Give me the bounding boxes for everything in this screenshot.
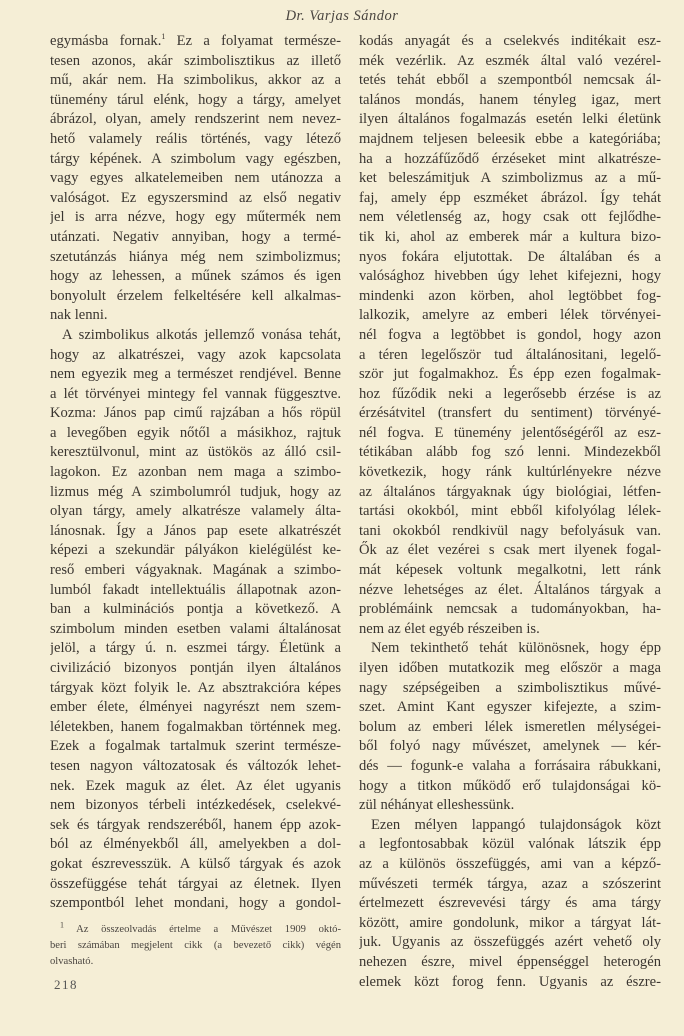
text-line: valósághoz hivebben úgy lehet kifejezni, hogy [359,268,661,285]
text-line: mindenki azon körben, ahol legtöbbet fog- [359,287,661,304]
text-line: tétikában alább fog szó lenni. Mindezekből [359,444,661,461]
text-line: tik ki, ahol az emberek már a kultura bizo- [359,228,661,245]
text-line: faj, amely épp eszméket ábrázol. Így tehát [359,189,661,206]
text-line: képezi a szekundär pályákon kielégülést ke- [50,542,341,559]
text-line: hoz fűződik neki a legerősebb érzése is az [359,385,661,402]
text-line: következik, hogy ránk kultúrlényekre nézve [359,464,661,481]
text-line: szimbolum minden esetben valami általánosat [50,620,341,637]
text-line: ábrázol, olyan, amely rendszerint nem nevez- [50,111,341,128]
text-line: ember élete, élményei nagyrészt nem szem- [50,699,341,716]
text-line: problémáink nemcsak a tudományokban, ha- [359,601,661,618]
text-line: mű, akár nem. Ha szimbolikus, akkor az a [50,72,341,89]
text-line: tesen azonos, akár szimbolisztikus az illető [50,52,341,69]
footnote [50,922,341,970]
text-line: nagy szépségeiben a szimbolisztikus művé- [359,679,661,696]
text-line: elemek közt forog fenn. Ugyanis az észre- [359,973,661,990]
text-line: nél fogva a legtöbbet is gondol, hogy azon [359,326,661,343]
text-line: kodás anyagát és a cselekvés inditékait esz- [359,33,661,49]
text-line: tárgyak közt folyik le. Az absztrakcióra képes [50,679,341,696]
text-line: nyos fokára eljutottak. De általában és a [359,248,661,265]
text-line: mát képesek voltunk megalkotni, lett ránk [359,562,661,579]
text-line: lalkozik, amelyre az emberi lélek törvényei- [359,307,661,324]
text-line: az a különös összefüggés, ami van a képző- [359,855,661,872]
right-text-column [359,32,661,992]
text-line: majdnem teljesen beleesik ebbe a kategóriába; [359,130,661,147]
text-line: művészeti termék tárgya, azaz a szószerint [359,875,661,892]
text-line: beri számában megjelent cikk (a bevezető cikk) végén [50,940,341,951]
text-line: a levegőben egyik nőtől a másikhoz, rajtuk [50,424,341,441]
text-line: lánosnak. Így a János pap esete alkatrészét [50,522,341,539]
text-line: tetés tehát ebből a szempontból nemcsak ál- [359,72,661,89]
text-line: tárgy képének. A szimbolum vagy egészben, [50,150,341,167]
text-line: hogy a titkon működő erő tulajdonságai kö- [359,777,661,794]
text-line: szempontból lehet mondani, hogy a gondol- [50,895,341,912]
text-line: ször jut fogalmakhoz. És épp ezen fogalmak- [359,366,661,383]
text-line: jel is arra nézve, hogy egy műtermék nem [50,209,341,226]
text-line: nak lenni. [50,307,108,324]
text-line: Ezen mélyen lappangó tulajdonságok közt [371,816,661,833]
text-line: hogy az alkatrészei, vagy azok kapcsolata [50,346,341,363]
text-line: nem bizonyos térbeli intézkedések, cselekvé- [50,797,341,814]
text-line: talános mondás, hanem tényleg igaz, mert [359,91,661,108]
text-line: között, amire gondolunk, mikor a tárgyat lát- [359,914,661,931]
text-line: ket beleszámitjuk A szimbolizmus az a mű- [359,170,661,187]
text-line: egymásba fornak.$^1$ Ez a folyamat természe- [50,32,341,49]
text-line: nézve lehetséges az élet. Általános tárgyak a [359,581,661,598]
text-line: valóságot. Ez egyszersmind az első negativ [50,189,341,206]
left-text-column [50,32,341,914]
text-line: lizmus még A szimbolumról tudjuk, hogy az [50,483,341,500]
running-header: Dr. Varjas Sándor [285,8,399,24]
text-line: bolum az emberi lélek ismeretlen mélységei- [359,718,661,735]
text-line: az általános tárgyaknak úgy biológiai, létfen- [359,483,661,500]
text-line: szetutánzás hiánya még nem szimbolizmus; [50,248,341,265]
text-line: nek. Ezek maguk az élet. Az élet ugyanis [50,777,341,794]
text-line: Kozma: János pap cimű rajzában a hős röpül [50,405,341,422]
text-line: tani okokból rendkivül nagy befolyásuk van. [359,522,661,539]
text-line: nél fogva. E tünemény jelentőségéről az esz- [359,424,661,441]
text-line: mék vezérlik. Az eszmék által való vezérel- [359,52,661,69]
text-line: ilyen időben mutatkozik meg először a maga [359,660,661,676]
text-line: keresztülvonul, mint az üstökös az álló csil- [50,444,341,461]
text-line: ban a kulminációs pontja a következő. A [50,601,341,618]
text-line: dés — fogunk-e valaha a forrásaira rábukkani, [359,757,661,774]
text-line: ből folyó nagy művészet, amelynek — kér- [359,738,661,755]
text-line: érzésátvitel (transfert du sentiment) törvényé- [359,405,661,422]
text-line: olvasható. [50,956,94,967]
text-line: lumból fakadt intellektuális állapotnak azon- [50,581,341,598]
text-line: Nem tekinthető tehát különösnek, hogy épp [371,640,661,657]
text-line: nem az élet egyéb részeiben is. [359,620,540,637]
text-line: sek és tárgyak rendszeréből, hanem épp azok- [50,816,341,833]
text-line: bonyolult érzelem felkeltésére kell alkalmas- [50,287,341,304]
text-line: tesen nagyon változatosak és változók lehet- [50,757,341,774]
text-line: tartási okokból, mint ebből kifolyólag lélek- [359,503,661,520]
footnote-marker: 1 [60,922,64,930]
text-line: A szimbolikus alkotás jellemző vonása tehát, [62,326,341,343]
text-line: jelöl, a tárgy ú. n. eszmei tárgy. Életünk a [50,640,341,657]
text-line: hogy az lehessen, a műnek számos és igen [50,268,341,285]
text-line: összefüggése tehát tárgyai az életnek. Ilyen [50,875,341,892]
text-line: a téren legelőször tud általánositani, legelő- [359,346,661,363]
text-line: nehezen észre, mivel éppenséggel heterogén [359,953,661,970]
text-line: Ezek a fogalmak tartalmuk szerint természe- [50,738,341,755]
text-line: értelmezett észrevevési tárgy és ama tárgy [359,895,661,912]
text-line: juk. Ugyanis az összefüggés azért vehető oly [359,934,661,951]
text-line: szet. Amint Kant egyszer kifejezte, a szim- [359,699,661,716]
text-line: civilizáció bizonyos pontján ilyen általános [50,660,341,676]
text-line: tünemény tárul elénk, hogy a tárgy, amelyet [50,91,341,108]
text-line: a legfontosabbak közül valónak látszik épp [359,836,661,853]
text-line: olyan tárgy, amely alkatrésze valamely álta- [50,503,341,520]
text-line: gokat észrevesszük. A külső tárgyak és azok [50,855,341,872]
text-line: lagokon. Ez azonban nem maga a szimbo- [50,464,341,481]
text-line: ilyen általános fogalmazás esetén lelki életünk [359,111,661,128]
footnote-marker: 1 [161,32,166,42]
text-line: zül néhányat elleshessünk. [359,797,515,814]
text-line: utánzati. Negativ annyiban, hogy a termé- [50,228,341,245]
page-number: 218 [54,977,78,992]
text-line: $^1$ Az összeolvadás értelme a Művészet 1909 októ- [60,922,341,935]
text-line: hető valamely reális történés, vagy létező [50,130,341,147]
text-line: reső emberi vágyaknak. Magának a szimbo- [50,562,341,579]
text-line: ha a hozzáfűződő érzéseket mint alkatrésze- [359,150,661,167]
text-line: vagy egyes alkatelemeiben nem utánozza a [50,170,341,187]
text-line: nem egyezik meg a természet rendjével. Benne [50,366,341,383]
text-line: léletekben, hanem fogalmakban történnek meg. [50,718,341,735]
text-line: Ők az élet vezérei s csak mert ilyenek fogal- [359,542,661,559]
text-line: nem véletlenség az, hogy csak ott fejlődhe- [359,209,661,226]
text-line: ból az élményekből áll, amelyekben a dol- [50,836,341,853]
text-line: a lét törvényei mintegy fel vannak függesztve. [50,385,341,402]
